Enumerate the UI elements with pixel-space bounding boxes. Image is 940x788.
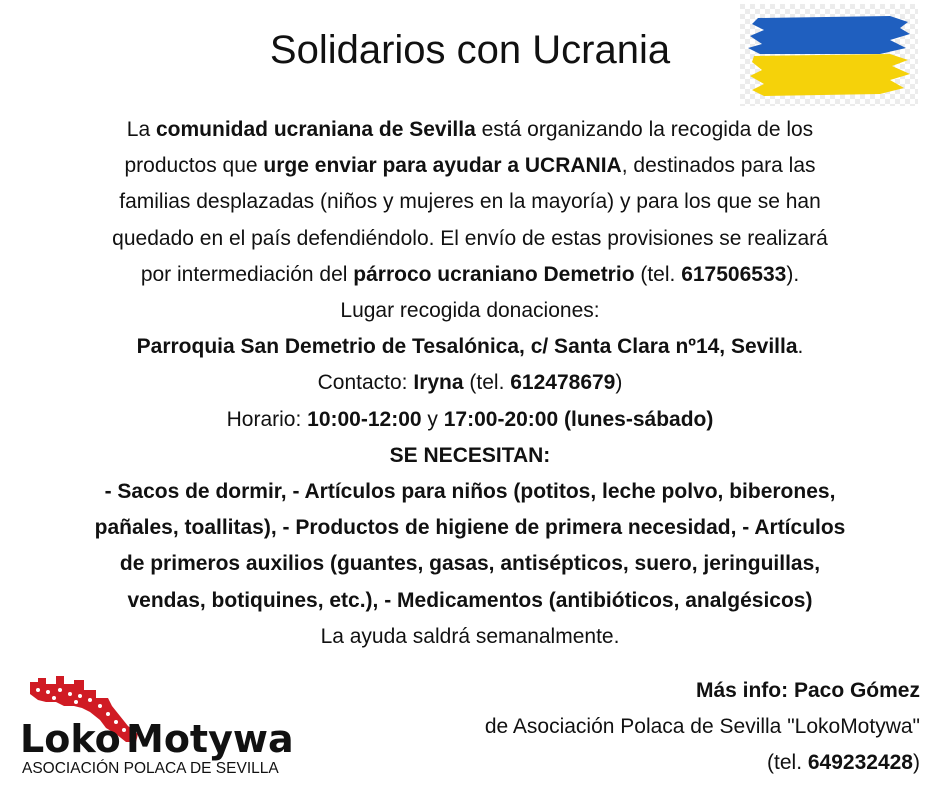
schedule-line: [0, 402, 940, 438]
location-line: [0, 329, 940, 365]
paragraph-line-4: quedado en el país defendiéndolo. El envío de estas provisiones se realizará: [112, 226, 828, 250]
footer-info: [485, 673, 920, 782]
text: (tel.: [463, 371, 511, 395]
text: está organizando la recogida de los: [475, 118, 814, 141]
ukraine-flag-icon: [740, 4, 918, 106]
location-address: Parroquia San Demetrio de Tesalónica, c/ Santa Clara nº14, Sevilla: [136, 335, 798, 359]
paragraph-line-3: familias desplazadas (niños y mujeres en la mayoría) y para los que se han: [119, 190, 821, 214]
text: y: [421, 407, 444, 431]
needs-line: de primeros auxilios (guantes, gasas, antisépticos, suero, jeringuillas,: [119, 552, 821, 576]
contact-name: Iryna: [413, 371, 464, 395]
text: Contacto:: [317, 371, 414, 395]
text: Horario:: [226, 407, 308, 431]
priest-name: párroco ucraniano Demetrio: [353, 262, 635, 286]
footer-phone: 649232428: [807, 751, 913, 775]
schedule-slot-morning: 10:00-12:00: [307, 407, 422, 431]
paragraph-line-5: [0, 257, 940, 293]
text: (tel.: [767, 751, 808, 775]
weekly-note: La ayuda saldrá semanalmente.: [320, 624, 620, 648]
community-name: comunidad ucraniana de Sevilla: [156, 118, 476, 141]
footer-phone-line: [485, 745, 920, 781]
contact-phone: 612478679: [510, 371, 616, 395]
text: , destinados para las: [621, 154, 816, 178]
text: (tel.: [634, 262, 682, 286]
lokomotywa-logo: [16, 672, 296, 780]
location-label: Lugar recogida donaciones:: [340, 299, 600, 323]
more-info-contact: Más info: Paco Gómez: [695, 679, 920, 702]
text: ): [913, 751, 920, 775]
text: .: [797, 335, 804, 359]
paragraph-line-1: [0, 112, 940, 148]
text: La: [126, 118, 156, 141]
contact-line: [0, 365, 940, 401]
text: por intermediación del: [140, 262, 354, 286]
logo-brand-part1: Loko: [20, 717, 121, 761]
organization-name: de Asociación Polaca de Sevilla "LokoMotywa": [484, 715, 920, 739]
schedule-slot-afternoon: 17:00-20:00 (lunes-sábado): [443, 407, 714, 431]
logo-brand-part2: Motywa: [126, 717, 294, 761]
needs-heading: SE NECESITAN:: [389, 443, 551, 467]
needs-line: vendas, botiquines, etc.), - Medicamentos (antibióticos, analgésicos): [127, 588, 813, 612]
text: ): [615, 371, 623, 395]
priest-phone: 617506533: [681, 262, 787, 286]
text: productos que: [124, 154, 264, 178]
needs-line: pañales, toallitas), - Productos de higiene de primera necesidad, - Artículos: [94, 516, 846, 540]
needs-line: - Sacos de dormir, - Artículos para niños (potitos, leche polvo, biberones,: [104, 480, 836, 504]
page-title: Solidarios con Ucrania: [269, 28, 671, 72]
announcement-body: [0, 112, 940, 655]
text: ).: [786, 262, 800, 286]
paragraph-line-2: [0, 148, 940, 184]
urgent-note: urge enviar para ayudar a UCRANIA: [263, 154, 622, 178]
logo-subtitle: ASOCIACIÓN POLACA DE SEVILLA: [22, 760, 279, 777]
